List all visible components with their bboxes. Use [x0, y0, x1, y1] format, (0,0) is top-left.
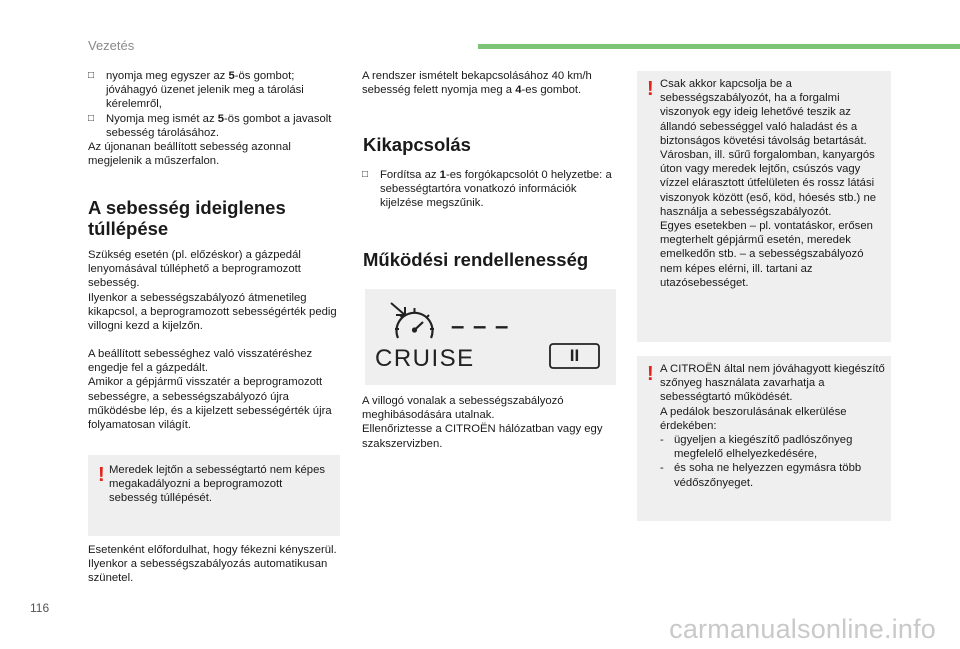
section-title: Vezetés: [88, 38, 135, 53]
bullet-text: Nyomja meg ismét az: [106, 112, 218, 125]
warning-icon: !: [647, 363, 654, 385]
intro-bullet-list: [88, 69, 340, 168]
dash-marker: -: [660, 462, 664, 475]
bullet-text: -ös gombot; jóváhagyó üzenet jelenik meg a tárolási kérelemről,: [106, 70, 304, 111]
button-number: 5: [228, 70, 235, 82]
button-number: 4: [515, 84, 522, 97]
paragraph: Ilyenkor a sebességszabályozó átmenetileg kikapcsol, a beprogramozott sebességérték pedig villogni kezd a kijelzőn.: [88, 291, 337, 333]
paragraph: Városban, ill. sűrű forgalomban, kanyargós úton vagy meredek lejtőn, csúszós vagy vízzel elárasztott útfelületen és rossz látási viszonyok között (eső, köd, hóesés stb.) ne használja a sebességszabályozót.: [660, 149, 877, 218]
bullet-text: -ös gombot a javasolt sebesség tárolásához.: [106, 112, 332, 139]
paragraph: Egyes esetekben – pl. vontatáskor, erősen megterhelt gépjármű esetén, meredek emelkedőn stb. – a sebességszabályozó nem képes elérni, ill. tartani az utazósebességet.: [660, 220, 873, 289]
bullet-text: nyomja meg egyszer az: [106, 70, 229, 82]
warning-text: [660, 77, 885, 290]
paragraph: A villogó vonalak a sebességszabályozó meghibásodására utalnak.: [362, 395, 564, 422]
warning-icon: !: [647, 78, 654, 100]
paragraph: Amikor a gépjármű visszatér a beprogramozott sebességre, a sebességszabályozó újra működésbe lép, és a kijelzett sebességérték újra folyamatosan világít.: [88, 376, 332, 432]
button-number: 1: [439, 169, 446, 181]
dash-marker: -: [660, 434, 664, 447]
warning-box-usage: [637, 71, 891, 342]
warning-text: Meredek lejtőn a sebességtartó nem képes megakadályozni a beprogramozott sebesség túllépését.: [109, 464, 326, 505]
cruise-label: CRUISE: [375, 345, 475, 372]
paragraph: Az újonanan beállított sebesség azonnal megjelenik a műszerfalon.: [88, 141, 291, 168]
paragraph-block: [88, 248, 340, 333]
text-run: A rendszer ismételt bekapcsolásához 40 km/h sebesség felett nyomja meg a: [362, 70, 592, 97]
pause-icon: II: [569, 346, 580, 365]
warning-box: [88, 455, 340, 536]
section-heading-fault: Működési rendellenesség: [363, 249, 589, 270]
warning-box-floor-mat: [637, 356, 891, 521]
heading-line: túllépése: [88, 218, 169, 239]
bullet-marker: □: [362, 169, 369, 180]
cruise-display-illustration: [365, 289, 616, 385]
paragraph: Csak akkor kapcsolja be a sebességszabályozót, ha a forgalmi viszonyok egy ideig lehetővé teszik az állandó sebességgel való haladást és a biztonságos követési távolság betartását.: [660, 78, 867, 147]
paragraph: Ellenőriztesse a CITROËN hálózatban vagy egy szakszervizben.: [362, 423, 603, 450]
warning-text: [660, 362, 885, 490]
list-item: [362, 168, 618, 211]
bullet-text: Fordítsa az: [380, 169, 440, 181]
paragraph: A CITROËN által nem jóváhagyott kiegészítő szőnyeg használata zavarhatja a sebességtartó működését.: [660, 363, 885, 404]
bullet-marker: □: [88, 70, 95, 81]
paragraph: Esetenként előfordulhat, hogy fékezni kényszerül. Ilyenkor a sebességszabályozás automatikusan szünetel.: [88, 544, 337, 585]
watermark: carmanualsonline.info: [669, 614, 936, 644]
paragraph: A beállított sebességhez való visszatéréshez engedje fel a gázpedált.: [88, 348, 313, 375]
paragraph-block: [362, 394, 618, 451]
button-number: 5: [217, 112, 225, 125]
paragraph: A pedálok beszorulásának elkerülése érdekében:: [660, 405, 847, 432]
warning-icon: !: [98, 464, 105, 486]
list-item: [660, 461, 885, 489]
section-heading-off: Kikapcsolás: [363, 134, 471, 155]
section-heading: [88, 197, 340, 239]
list-item-text: ügyeljen a kiegészítő padlószőnyeg megfelelő elhelyezkedésére,: [674, 434, 853, 461]
list-item-text: és soha ne helyezzen egymásra több védőszőnyeget.: [674, 462, 862, 489]
list-item: [88, 112, 340, 140]
list-item: [88, 69, 340, 112]
page-number: 116: [30, 601, 50, 615]
heading-line: A sebesség ideiglenes: [88, 197, 286, 218]
text-run: -es gombot.: [521, 84, 582, 97]
blinking-dashes: – – –: [451, 313, 510, 340]
paragraph: Szükség esetén (pl. előzéskor) a gázpedál lenyomásával túlléphető a beprogramozott sebesség.: [88, 249, 301, 290]
bullet-text: -es forgókapcsolót 0 helyzetbe: a sebességtartóra vonatkozó információk kijelzése megszűnik.: [380, 169, 612, 210]
off-bullet-list: [362, 168, 618, 211]
section-color-bar: [478, 44, 960, 49]
list-item: [660, 433, 885, 461]
paragraph: [362, 69, 618, 97]
bullet-marker: □: [88, 112, 95, 124]
paragraph-block: [88, 347, 340, 432]
